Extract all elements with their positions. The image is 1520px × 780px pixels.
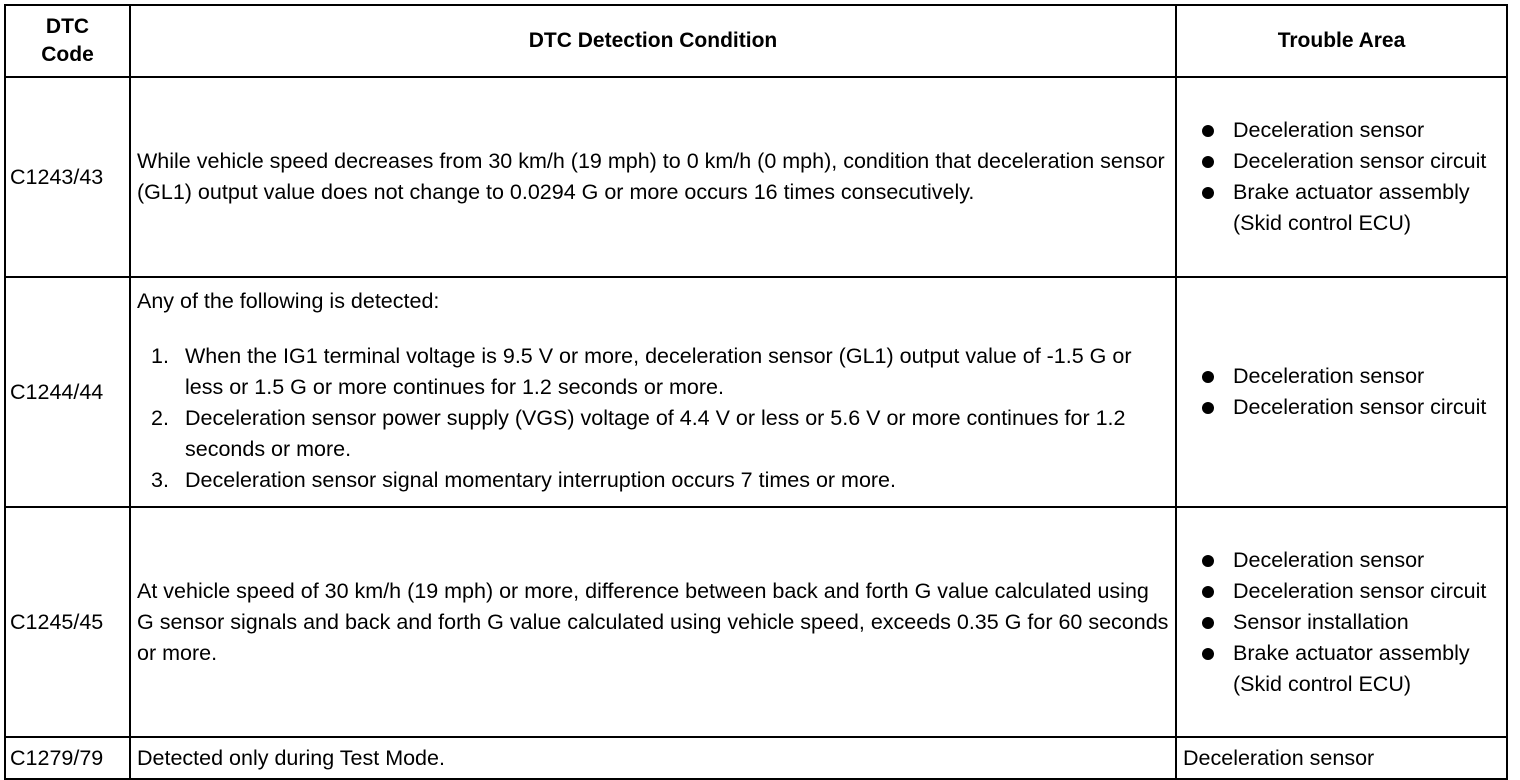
- dtc-code-cell: C1245/45: [5, 507, 130, 737]
- dtc-code-cell: C1243/43: [5, 77, 130, 277]
- list-item: [1183, 545, 1500, 576]
- list-item: [137, 341, 1169, 403]
- bullet-icon: [1202, 586, 1214, 598]
- bullet-icon: [1202, 371, 1214, 383]
- table-row: [5, 737, 1507, 779]
- bullet-icon: [1202, 617, 1214, 629]
- trouble-area-list: [1183, 115, 1500, 239]
- table-row: [5, 277, 1507, 507]
- trouble-area-cell: Deceleration sensor: [1176, 737, 1507, 779]
- list-item: [1183, 177, 1500, 239]
- header-detection-condition: DTC Detection Condition: [130, 5, 1176, 77]
- dtc-code-cell: C1279/79: [5, 737, 130, 779]
- header-dtc-code-label: DTC Code: [41, 15, 94, 66]
- item-number: 2.: [151, 406, 169, 430]
- dtc-code-cell: C1244/44: [5, 277, 130, 507]
- condition-intro: Any of the following is detected:: [137, 289, 440, 313]
- bullet-icon: [1202, 402, 1214, 414]
- list-item: [1183, 115, 1500, 146]
- trouble-area-text: Brake actuator assembly (Skid control ECU): [1233, 180, 1470, 235]
- trouble-area-text: Deceleration sensor circuit: [1233, 395, 1487, 419]
- trouble-area-list: [1183, 545, 1500, 700]
- condition-item-text: Deceleration sensor power supply (VGS) voltage of 4.4 V or less or 5.6 V or more continues for 1.2 seconds or more.: [185, 406, 1126, 461]
- list-item: [1183, 607, 1500, 638]
- trouble-area-text: Sensor installation: [1233, 609, 1409, 634]
- item-number: 3.: [151, 468, 169, 492]
- detection-condition-cell: [130, 277, 1176, 507]
- list-item: [1183, 638, 1500, 700]
- list-item: [1183, 576, 1500, 607]
- detection-condition-cell: At vehicle speed of 30 km/h (19 mph) or more, difference between back and forth G value calculated using G sensor signals and back and forth G value calculated using vehicle speed, exceeds 0.35 G for 60 seconds or more.: [130, 507, 1176, 737]
- bullet-icon: [1202, 555, 1214, 567]
- detection-condition-cell: Detected only during Test Mode.: [130, 737, 1176, 779]
- item-number: 1.: [151, 344, 169, 368]
- trouble-area-text: Deceleration sensor circuit: [1233, 149, 1487, 173]
- trouble-area-text: Deceleration sensor circuit: [1233, 578, 1487, 603]
- bullet-icon: [1202, 125, 1214, 137]
- condition-item-text: When the IG1 terminal voltage is 9.5 V or more, deceleration sensor (GL1) output value of -1.5 G or less or 1.5 G or more continues for 1.2 seconds or more.: [185, 344, 1132, 399]
- list-item: [1183, 392, 1500, 423]
- trouble-area-cell: [1176, 77, 1507, 277]
- bullet-icon: [1202, 648, 1214, 660]
- trouble-area-text: Deceleration sensor: [1233, 118, 1425, 142]
- list-item: [137, 465, 1169, 496]
- list-item: [137, 403, 1169, 465]
- condition-list: [137, 341, 1169, 496]
- header-trouble-area: Trouble Area: [1176, 5, 1507, 77]
- table-row: [5, 507, 1507, 737]
- trouble-area-text: Deceleration sensor: [1233, 364, 1425, 388]
- bullet-icon: [1202, 156, 1214, 168]
- list-item: [1183, 361, 1500, 392]
- trouble-area-cell: [1176, 277, 1507, 507]
- trouble-area-list: [1183, 361, 1500, 423]
- trouble-area-cell: [1176, 507, 1507, 737]
- header-dtc-code: [5, 5, 130, 77]
- detection-condition-cell: While vehicle speed decreases from 30 km/h (19 mph) to 0 km/h (0 mph), condition that deceleration sensor (GL1) output value does not change to 0.0294 G or more occurs 16 times consecutively.: [130, 77, 1176, 277]
- table-row: [5, 77, 1507, 277]
- dtc-table: [4, 4, 1508, 780]
- list-item: [1183, 146, 1500, 177]
- bullet-icon: [1202, 187, 1214, 199]
- trouble-area-text: Brake actuator assembly (Skid control ECU): [1233, 640, 1470, 696]
- trouble-area-text: Deceleration sensor: [1233, 547, 1425, 572]
- condition-item-text: Deceleration sensor signal momentary interruption occurs 7 times or more.: [185, 468, 896, 492]
- header-row: [5, 5, 1507, 77]
